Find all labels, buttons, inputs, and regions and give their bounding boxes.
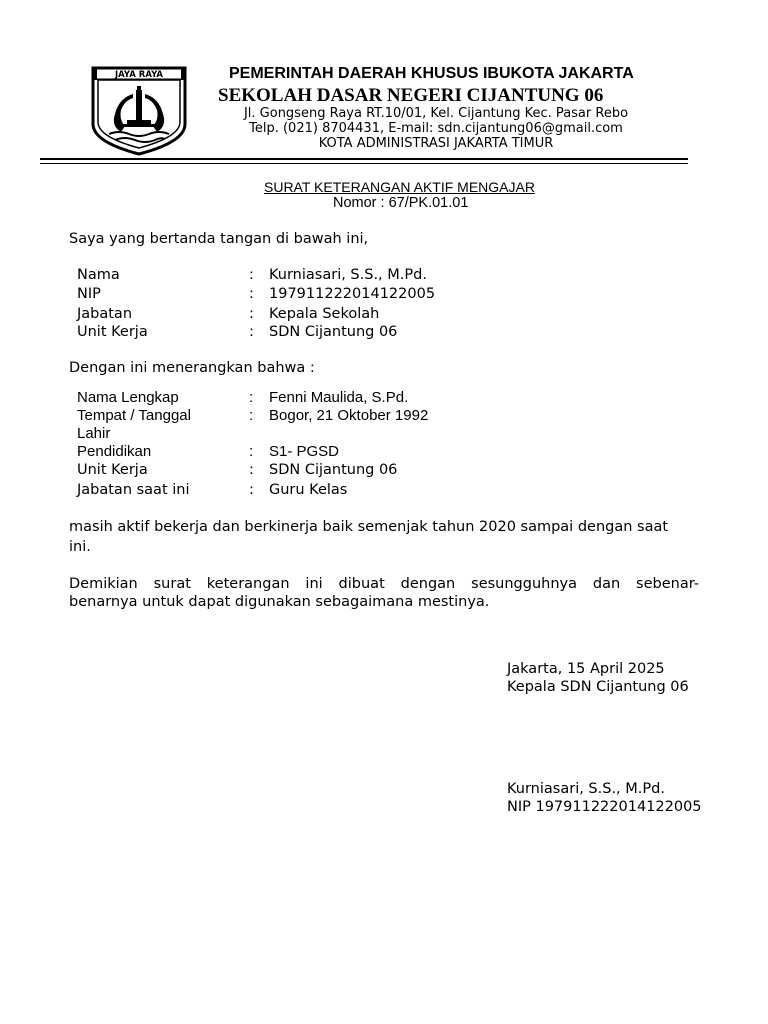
jakarta-emblem-logo (89, 64, 189, 156)
place-date: Jakarta, 15 April 2025 (507, 661, 665, 677)
colon: : (249, 267, 254, 283)
subject-education-value: S1- PGSD (269, 443, 340, 460)
signer-position-value: Kepala Sekolah (269, 306, 380, 322)
subject-birth-value: Bogor, 21 Oktober 1992 (269, 407, 429, 424)
signer-position-label: Jabatan (77, 306, 133, 322)
subject-name-label: Nama Lengkap (77, 389, 179, 406)
school-address: Jl. Gongseng Raya RT.10/01, Kel. Cijantung Kec. Pasar Rebo (243, 106, 629, 121)
colon: : (249, 462, 254, 478)
colon: : (249, 482, 254, 498)
subject-unit-value: SDN Cijantung 06 (269, 462, 398, 478)
subject-birth-label: Tempat / Tanggal (77, 407, 191, 424)
body-paragraph-2-line-2: benarnya untuk dapat digunakan sebagaimana mestinya. (69, 594, 490, 610)
signature-nip: NIP 197911222014122005 (507, 799, 702, 815)
header-divider-thin (40, 163, 688, 164)
school-name: SEKOLAH DASAR NEGERI CIJANTUNG 06 (218, 85, 604, 106)
colon: : (249, 306, 254, 322)
signer-name-label: Nama (77, 267, 120, 283)
subject-education-label: Pendidikan (77, 443, 152, 460)
government-name: PEMERINTAH DAERAH KHUSUS IBUKOTA JAKARTA (229, 65, 634, 82)
body-paragraph-1-line-2: ini. (69, 539, 91, 555)
body-paragraph-2-line-1: Demikian surat keterangan ini dibuat dengan sesungguhnya dan sebenar- (69, 576, 699, 592)
subject-position-label: Jabatan saat ini (77, 482, 190, 498)
colon: : (249, 443, 254, 460)
signer-title: Kepala SDN Cijantung 06 (507, 679, 689, 695)
colon: : (249, 324, 254, 340)
colon: : (249, 407, 254, 424)
school-contact: Telp. (021) 8704431, E-mail: sdn.cijantung06@gmail.com (249, 121, 623, 136)
colon: : (249, 286, 254, 302)
subject-name-value: Fenni Maulida, S.Pd. (269, 389, 409, 406)
letter-title: SURAT KETERANGAN AKTIF MENGAJAR (264, 179, 535, 195)
signer-unit-label: Unit Kerja (77, 324, 148, 340)
letter-number: Nomor : 67/PK.01.01 (333, 195, 469, 211)
statement-line: Dengan ini menerangkan bahwa : (69, 360, 315, 376)
signer-nip-value: 197911222014122005 (269, 286, 436, 302)
signer-unit-value: SDN Cijantung 06 (269, 324, 398, 340)
city-name: KOTA ADMINISTRASI JAKARTA TIMUR (318, 136, 554, 151)
header-divider-thick (40, 158, 688, 160)
subject-position-value: Guru Kelas (269, 482, 348, 498)
opening-line: Saya yang bertanda tangan di bawah ini, (69, 231, 369, 247)
signer-nip-label: NIP (77, 286, 101, 302)
signature-name: Kurniasari, S.S., M.Pd. (507, 781, 665, 797)
logo-text: JAYA RAYA (114, 70, 164, 80)
colon: : (249, 389, 254, 406)
signer-name-value: Kurniasari, S.S., M.Pd. (269, 267, 427, 283)
subject-unit-label: Unit Kerja (77, 462, 148, 478)
body-paragraph-1-line-1: masih aktif bekerja dan berkinerja baik semenjak tahun 2020 sampai dengan saat (69, 519, 669, 535)
subject-birth-label-cont: Lahir (77, 425, 111, 442)
